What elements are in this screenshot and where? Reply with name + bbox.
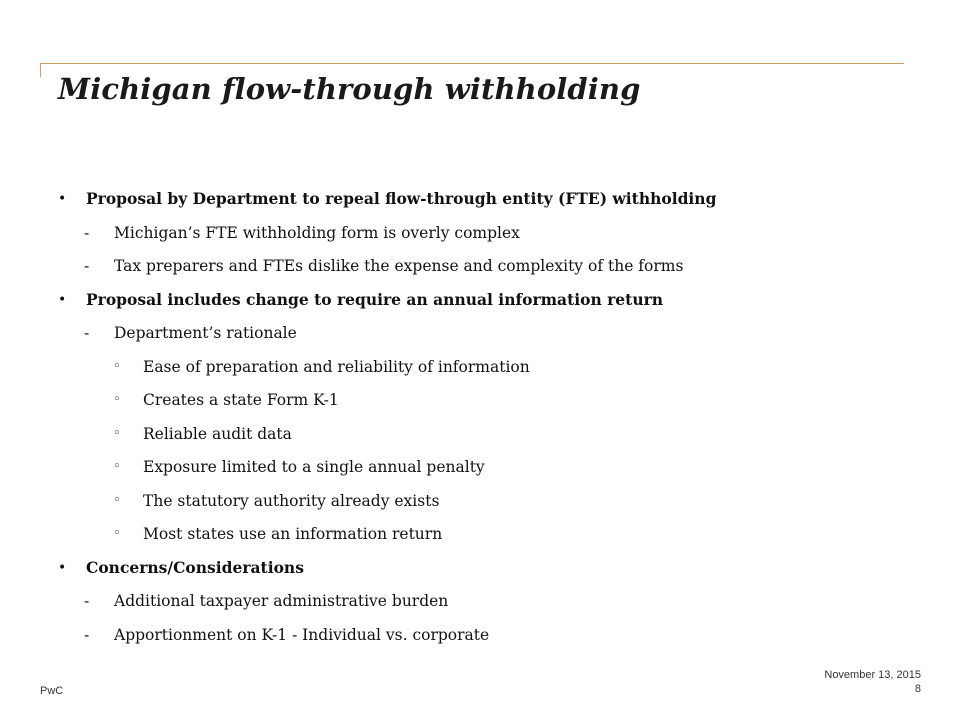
title-frame-corner — [40, 63, 41, 77]
bullet-text: Ease of preparation and reliability of information — [143, 357, 530, 376]
bullet-marker: - — [84, 257, 90, 275]
bullet-marker: • — [58, 559, 67, 576]
bullet-marker: • — [58, 291, 67, 308]
sub-bullet-item — [58, 588, 918, 622]
sub-sub-bullet-item — [58, 354, 918, 388]
sub-bullet-item — [58, 622, 918, 656]
bullet-text: Department’s rationale — [114, 324, 297, 342]
bullet-text: Concerns/Considerations — [86, 557, 304, 577]
bullet-marker: - — [84, 324, 90, 342]
bullet-marker: - — [84, 592, 90, 610]
sub-sub-bullet-item — [58, 387, 918, 421]
bullet-marker: - — [84, 625, 90, 644]
sub-sub-bullet-item — [58, 454, 918, 488]
bullet-text: Exposure limited to a single annual penalty — [143, 458, 485, 476]
bullet-item — [58, 287, 918, 321]
bullet-text: Reliable audit data — [143, 424, 292, 443]
footer-meta — [824, 668, 921, 696]
footer-date: November 13, 2015 — [824, 669, 921, 681]
bullet-text: Tax preparers and FTEs dislike the expense and complexity of the forms — [114, 257, 684, 275]
bullet-marker: • — [58, 191, 67, 207]
bullet-list — [58, 186, 918, 655]
page-number: 8 — [914, 683, 921, 695]
bullet-marker: ◦ — [113, 526, 121, 541]
bullet-text: The statutory authority already exists — [143, 491, 440, 510]
bullet-marker: ◦ — [113, 358, 121, 374]
sub-bullet-item — [58, 320, 918, 354]
bullet-marker: - — [84, 223, 90, 242]
bullet-item — [58, 186, 918, 220]
bullet-item — [58, 555, 918, 589]
bullet-marker: ◦ — [113, 459, 121, 474]
bullet-marker: ◦ — [113, 392, 121, 407]
bullet-text: Creates a state Form K-1 — [143, 391, 339, 409]
title-frame-line — [40, 63, 904, 64]
sub-sub-bullet-item — [58, 488, 918, 522]
sub-sub-bullet-item — [58, 521, 918, 555]
bullet-text: Additional taxpayer administrative burden — [114, 592, 449, 610]
bullet-text: Proposal includes change to require an annual information return — [86, 289, 664, 309]
footer-brand: PwC — [40, 685, 64, 697]
sub-sub-bullet-item — [58, 421, 918, 455]
slide-title: Michigan flow-through withholding — [58, 72, 641, 106]
bullet-marker: ◦ — [113, 425, 121, 441]
bullet-text: Apportionment on K-1 - Individual vs. corporate — [114, 625, 490, 644]
bullet-marker: ◦ — [113, 492, 121, 508]
bullet-text: Michigan’s FTE withholding form is overly complex — [114, 223, 520, 242]
bullet-text: Most states use an information return — [143, 525, 443, 543]
sub-bullet-item — [58, 220, 918, 254]
bullet-text: Proposal by Department to repeal flow-through entity (FTE) withholding — [86, 189, 717, 208]
sub-bullet-item — [58, 253, 918, 287]
